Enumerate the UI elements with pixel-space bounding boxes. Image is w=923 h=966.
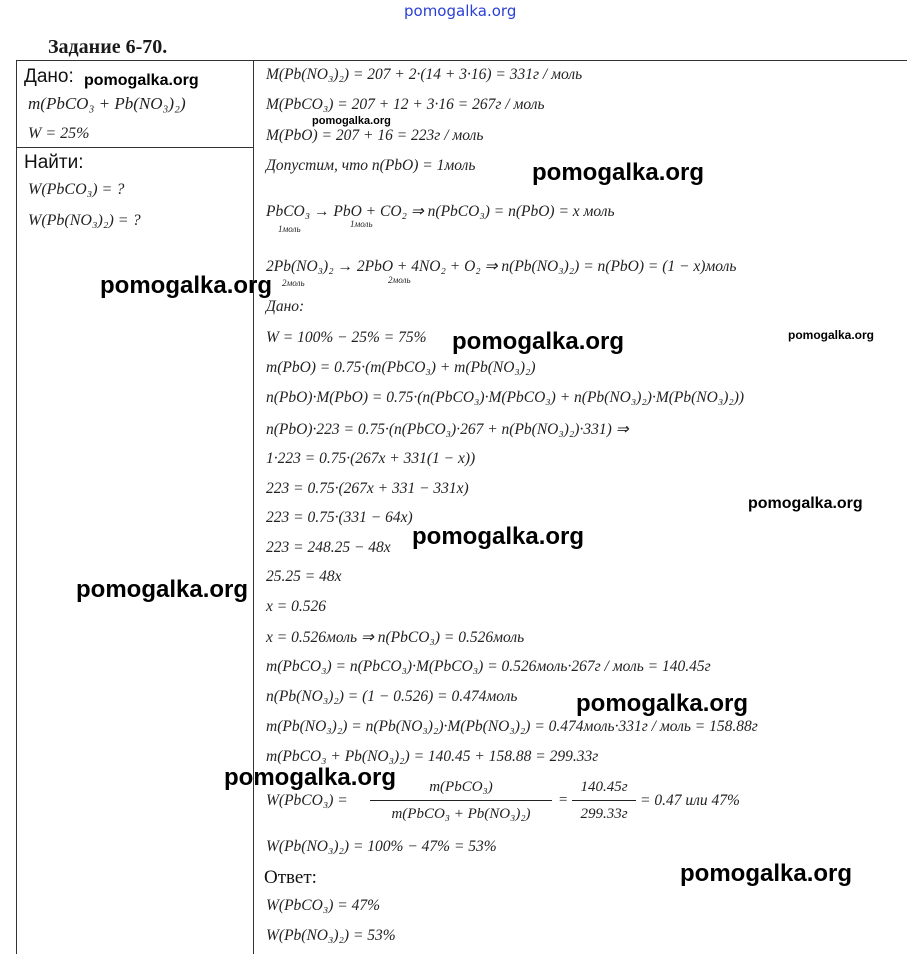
given-percent: W = 25% bbox=[28, 125, 90, 142]
solution-line: 223 = 0.75·(267x + 331 − 331x) bbox=[266, 480, 469, 497]
fraction-denominator: 299.33г bbox=[580, 806, 628, 822]
solution-line: 223 = 0.75·(331 − 64x) bbox=[266, 509, 413, 526]
column-divider bbox=[253, 60, 254, 954]
find-pbno32: W(Pb(NO₃)₂) = ? bbox=[28, 212, 141, 229]
watermark: pomogalka.org bbox=[576, 690, 749, 717]
task-title: Задание 6-70. bbox=[48, 36, 168, 58]
fraction-denominator: m(PbCO₃ + Pb(NO₃)₂) bbox=[391, 806, 531, 822]
watermark: pomogalka.org bbox=[84, 72, 199, 89]
site-link[interactable]: pomogalka.org bbox=[404, 2, 517, 20]
solution-line: m(PbCO₃) = n(PbCO₃)·M(PbCO₃) = 0.526моль·267г / моль = 140.45г bbox=[266, 658, 711, 675]
watermark: pomogalka.org bbox=[788, 328, 875, 342]
solution-subscript: 1моль bbox=[278, 224, 301, 234]
solution-line: 25.25 = 48x bbox=[266, 568, 342, 585]
solution-line: x = 0.526 bbox=[266, 598, 326, 615]
solution-subscript: 2моль bbox=[282, 278, 305, 288]
solution-line: M(PbO) = 207 + 16 = 223г / моль bbox=[266, 127, 484, 144]
solution-line: n(PbO)·M(PbO) = 0.75·(n(PbCO₃)·M(PbCO₃) + n(Pb(NO₃)₂)·M(Pb(NO₃)₂)) bbox=[266, 389, 745, 406]
solution-line: 2Pb(NO₃)₂ → 2PbO + 4NO₂ + O₂ ⇒ n(Pb(NO₃)₂) = n(PbO) = (1 − x)моль bbox=[266, 258, 737, 275]
watermark: pomogalka.org bbox=[76, 576, 249, 603]
fraction-lhs: W(PbCO₃) = bbox=[266, 792, 348, 809]
given-label: Дано: bbox=[24, 66, 74, 87]
solution-line: PbCO₃ → PbO + CO₂ ⇒ n(PbCO₃) = n(PbO) = x моль bbox=[266, 203, 615, 220]
answer-line: W(Pb(NO₃)₂) = 53% bbox=[266, 927, 396, 944]
watermark: pomogalka.org bbox=[452, 328, 625, 355]
solution-line: M(Pb(NO₃)₂) = 207 + 2·(14 + 3·16) = 331г / моль bbox=[266, 66, 583, 83]
watermark: pomogalka.org bbox=[532, 159, 705, 186]
given-mass: m(PbCO₃ + Pb(NO₃)₂) bbox=[28, 94, 186, 113]
watermark: pomogalka.org bbox=[224, 764, 397, 791]
watermark: pomogalka.org bbox=[680, 860, 853, 887]
solution-line: W = 100% − 25% = 75% bbox=[266, 329, 427, 346]
given-find-divider bbox=[16, 147, 253, 148]
solution-line: x = 0.526моль ⇒ n(PbCO₃) = 0.526моль bbox=[266, 629, 525, 646]
find-label: Найти: bbox=[24, 152, 84, 173]
fraction-numerator: 140.45г bbox=[580, 779, 628, 795]
solution-line: Дано: bbox=[266, 298, 305, 315]
solution-line: 223 = 248.25 − 48x bbox=[266, 539, 391, 556]
solution-line: m(Pb(NO₃)₂) = n(Pb(NO₃)₂)·M(Pb(NO₃)₂) = 0.474моль·331г / моль = 158.88г bbox=[266, 718, 758, 735]
watermark: pomogalka.org bbox=[100, 272, 273, 299]
answer-line: W(PbCO₃) = 47% bbox=[266, 897, 380, 914]
solution-line: m(PbO) = 0.75·(m(PbCO₃) + m(Pb(NO₃)₂) bbox=[266, 359, 536, 376]
solution-line: n(Pb(NO₃)₂) = (1 − 0.526) = 0.474моль bbox=[266, 688, 518, 705]
fraction-equals: = bbox=[557, 792, 569, 808]
answer-label: Ответ: bbox=[264, 867, 317, 888]
solution-line: Допустим, что n(PbO) = 1моль bbox=[266, 157, 476, 174]
watermark: pomogalka.org bbox=[312, 115, 391, 127]
solution-line: n(PbO)·223 = 0.75·(n(PbCO₃)·267 + n(Pb(NO₃)₂)·331) ⇒ bbox=[266, 421, 629, 438]
fraction-result: = 0.47 или 47% bbox=[640, 792, 740, 809]
solution-line: M(PbCO₃) = 207 + 12 + 3·16 = 267г / моль bbox=[266, 96, 545, 113]
solution-line: 1·223 = 0.75·(267x + 331(1 − x)) bbox=[266, 450, 476, 467]
fraction-bar bbox=[572, 800, 636, 801]
solution-line: W(Pb(NO₃)₂) = 100% − 47% = 53% bbox=[266, 838, 497, 855]
solution-subscript: 1моль bbox=[350, 219, 373, 229]
solution-subscript: 2моль bbox=[388, 275, 411, 285]
watermark: pomogalka.org bbox=[412, 523, 585, 550]
fraction-numerator: m(PbCO₃) bbox=[429, 779, 493, 795]
watermark: pomogalka.org bbox=[748, 495, 863, 512]
solution-line: m(PbCO₃ + Pb(NO₃)₂) = 140.45 + 158.88 = 299.33г bbox=[266, 748, 599, 765]
fraction-bar bbox=[370, 800, 552, 801]
find-pbco3: W(PbCO₃) = ? bbox=[28, 181, 125, 198]
